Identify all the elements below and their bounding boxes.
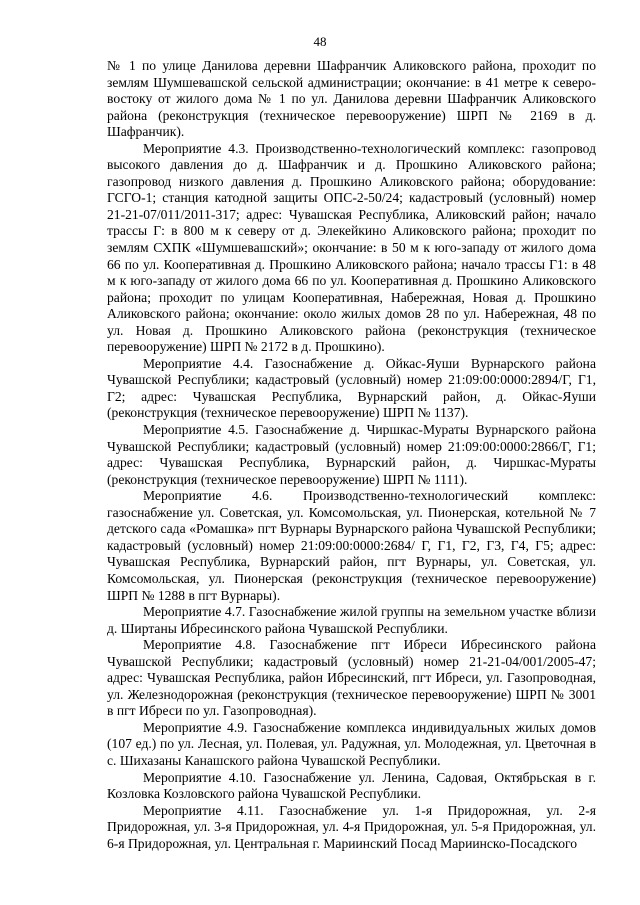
paragraph-measure-4-4: Мероприятие 4.4. Газоснабжение д. Ойкас-Яуши Вурнарского района Чувашской Республики; кадастровый (условный) номер 21:09:00:0000:2894/Г, Г1, Г2; адрес: Чувашская Республика, Вурнарский район, д. Ойкас-Яуши (реконструкция (техническое перевооружение) ШРП № 1137). — [107, 355, 596, 421]
paragraph-continuation: № 1 по улице Данилова деревни Шафранчик Аликовского района, проходит по землям Шумшевашской сельской администрации; окончание: в 41 метре к северо-востоку от жилого дома № 1 по ул. Данилова деревни Шафранчик Аликовского района (реконструкция (техническое перевооружение) ШРП № 2169 в д. Шафранчик). — [107, 58, 596, 140]
paragraph-measure-4-9: Мероприятие 4.9. Газоснабжение комплекса индивидуальных жилых домов (107 ед.) по ул. Лесная, ул. Полевая, ул. Радужная, ул. Молодежная, ул. Цветочная в с. Шихазаны Канашского района Чувашской Республики. — [107, 719, 596, 768]
paragraph-measure-4-11: Мероприятие 4.11. Газоснабжение ул. 1-я Придорожная, ул. 2-я Придорожная, ул. 3-я Придорожная, ул. 4-я Придорожная, ул. 5-я Придорожная, ул. 6-я Придорожная, ул. Центральная г. Мариинский Посад Мариинско-Посадского — [107, 802, 596, 851]
page-number: 48 — [313, 34, 327, 49]
paragraph-measure-4-5: Мероприятие 4.5. Газоснабжение д. Чиршкас-Мураты Вурнарского района Чувашской Республики; кадастровый (условный) номер 21:09:00:0000:2866/Г, Г1; адрес: Чувашская Республика, Вурнарский район, д. Чиршкас-Мураты (реконструкция (техническое перевооружение) ШРП № 1111). — [107, 422, 596, 487]
paragraph-measure-4-7: Мероприятие 4.7. Газоснабжение жилой группы на земельном участке вблизи д. Ширтаны Ибресинского района Чувашской Республики. — [107, 604, 596, 636]
document-body — [107, 58, 596, 852]
paragraph-measure-4-8: Мероприятие 4.8. Газоснабжение пгт Ибреси Ибресинского района Чувашской Республики; кадастровый (условный) номер 21-21-04/001/2005-47; адрес: Чувашская Республика, район Ибресинский, пгт Ибреси, ул. Газопроводная, ул. Железнодорожная (реконструкция (техническое перевооружение) ШРП № 3001 в пгт Ибреси по ул. Газопроводная). — [107, 637, 596, 719]
paragraph-measure-4-10: Мероприятие 4.10. Газоснабжение ул. Ленина, Садовая, Октябрьская в г. Козловка Козловского района Чувашской Республики. — [107, 769, 596, 802]
paragraph-measure-4-3: Мероприятие 4.3. Производственно-технологический комплекс: газопровод высокого давления до д. Шафранчик и д. Прошкино Аликовского района; газопровод низкого давления д. Прошкино Аликовского района; оборудование: ГСГО-1; станция катодной защиты ОПС-2-50/24; кадастровый (условный) номер 21-21-07/011/2011-317; адрес: Чувашская Республика, Аликовский район; начало трассы Г: в 800 м к северу от д. Элекейкино Аликовского района; проходит по землям СХПК «Шумшевашский»; окончание: в 50 м к юго-западу от жилого дома 66 по ул. Кооперативная д. Прошкино Аликовского района; начало трассы Г1: в 48 м к юго-западу от жилого дома 66 по ул. Кооперативная д. Прошкино Аликовского района; проходит по улицам Кооперативная, Набережная, Новая д. Прошкино Аликовского района; окончание: около жилых домов 28 по ул. Набережная, 48 по ул. Новая д. Прошкино Аликовского района (реконструкция (техническое перевооружение) ШРП № 2172 в д. Прошкино). — [107, 140, 596, 355]
paragraph-measure-4-6: Мероприятие 4.6. Производственно-технологический комплекс: газоснабжение ул. Советская, ул. Комсомольская, ул. Пионерская, котельной № 7 детского сада «Ромашка» пгт Вурнары Вурнарского района Чувашской Республики; кадастровый (условный) номер 21:09:00:0000:2684/ Г, Г1, Г2, Г3, Г4, Г5; адрес: Чувашская Республика, Вурнарский район, пгт Вурнары, ул. Советская, ул. Комсомольская, ул. Пионерская (реконструкция (техническое перевооружение) ШРП № 1288 в пгт Вурнары). — [107, 488, 596, 603]
